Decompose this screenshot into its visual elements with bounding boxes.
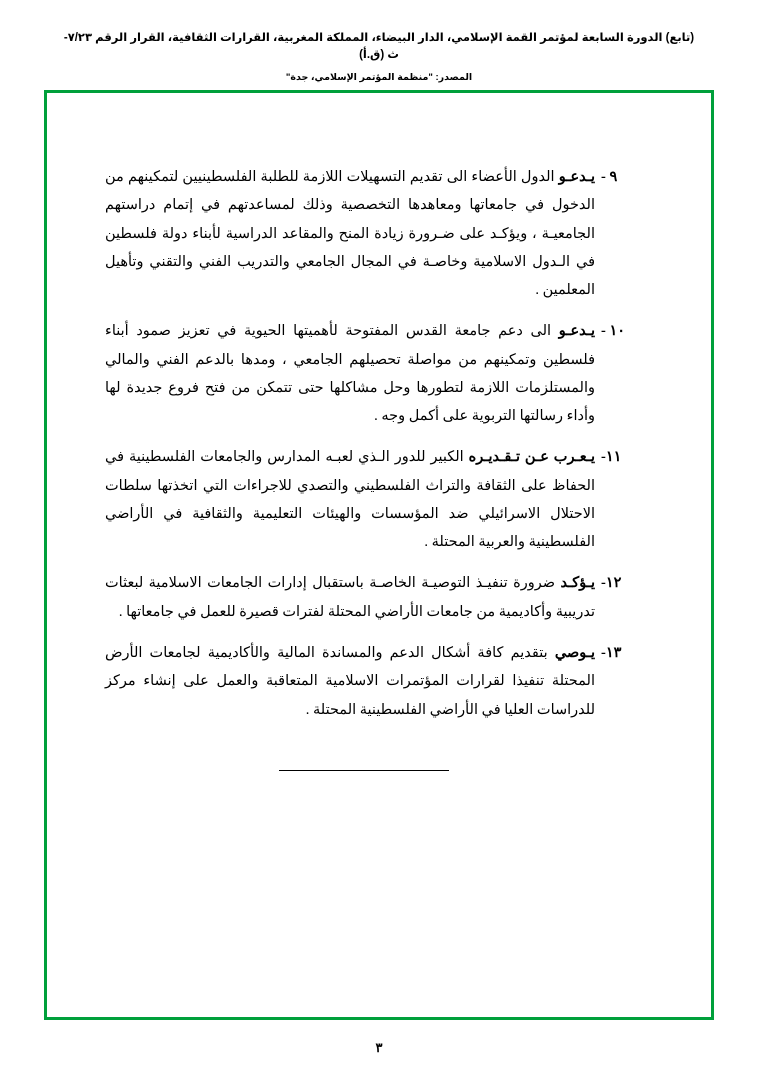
- clause-lead-word: يـدعـو: [558, 169, 595, 185]
- list-item: [105, 443, 653, 556]
- clause-list: [47, 93, 711, 776]
- list-item: [105, 639, 653, 724]
- clause-number: ١٣-: [601, 644, 622, 661]
- clause-lead-word: يـوصي: [554, 644, 595, 661]
- section-divider: [105, 758, 653, 776]
- header-source-line: المصدر: "منظمة المؤتمر الإسلامي، جدة": [285, 71, 473, 83]
- clause-lead-word: يـعـرب عـن تـقـديـره: [468, 449, 595, 466]
- clause-lead-word: يـدعـو: [558, 323, 595, 340]
- clause-text: [105, 317, 595, 430]
- clause-body-text: بتقديم كافة أشكال الدعم والمساندة المالية والأكاديمية لجامعات الأرض المحتلة تنفيذا لقرارات المؤتمرات الاسلامية المتعاقبة والعمل على إنشاء مركز للدراسات العليا في الأراضي الفلسطينية المحتلة .: [105, 644, 595, 718]
- horizontal-rule: [279, 770, 449, 771]
- list-item: [105, 163, 653, 304]
- clause-number: ١٢-: [601, 575, 622, 592]
- header-title-line: (تابع) الدورة السابعة لمؤتمر القمة الإسلامي، الدار البيضاء، المملكة المغربية، القرارات الثقافية، القرار الرقم ٧/٢٣-ث (ق.أ): [63, 32, 695, 62]
- clause-number: ١٠ -: [601, 323, 626, 340]
- clause-body-text: الى دعم جامعة القدس المفتوحة لأهميتها الحيوية في تعزيز صمود أبناء فلسطين وتمكينهم من مواصلة تحصيلهم الجامعي ، ومدها بالدعم الفني والمالي والمستلزمات اللازمة لتطورها وحل مشاكلها حتى تتمكن من فتح فروع جديدة لها وأداء رسالتها التربوية على أكمل وجه .: [105, 323, 595, 425]
- clause-text: [105, 639, 595, 724]
- clause-body-text: الدول الأعضاء الى تقديم التسهيلات اللازمة للطلبة الفلسطينيين لتمكينهم من الدخول في جامعاتها ومعاهدها التخصصية وذلك لمساعدتهم في إتمام دراستهم الجامعيـة ، ويؤكـد على ضـرورة زيادة المنح والمقاعد الدراسية لأبناء دولة فلسطين في الـدول الاسلامية وخاصـة في المجال الجامعي والتدريب الفني والتقني وتأهيل المعلمين .: [105, 169, 595, 299]
- clause-body-text: الكبير للدور الـذي لعبـه المدارس والجامعات الفلسطينية في الحفاظ على الثقافة والتراث الفلسطيني والتصدي للاجراءات التي اتخذتها سلطات الاحتلال الاسرائيلي ضد المؤسسات والهيئات التعليمية والثقافية في الأراضي الفلسطينية والعربية المحتلة .: [105, 449, 595, 551]
- clause-body-text: ضرورة تنفيـذ التوصيـة الخاصـة باستقبال إدارات الجامعات الاسلامية لبعثات تدريبية وأكاديمية من جامعات الأراضي المحتلة لفترات قصيرة للعمل في جامعاتها .: [105, 575, 595, 620]
- clause-lead-word: يـؤكـد: [560, 575, 595, 592]
- green-border-frame: [44, 90, 714, 1020]
- clause-number: ١١-: [601, 449, 622, 466]
- list-item: [105, 317, 653, 430]
- clause-text: [105, 569, 595, 626]
- page-number: ٣: [375, 1040, 383, 1055]
- clause-text: [105, 163, 595, 304]
- clause-number: ٩ -: [601, 169, 618, 185]
- clause-text: [105, 443, 595, 556]
- document-header: [0, 0, 758, 83]
- list-item: [105, 569, 653, 626]
